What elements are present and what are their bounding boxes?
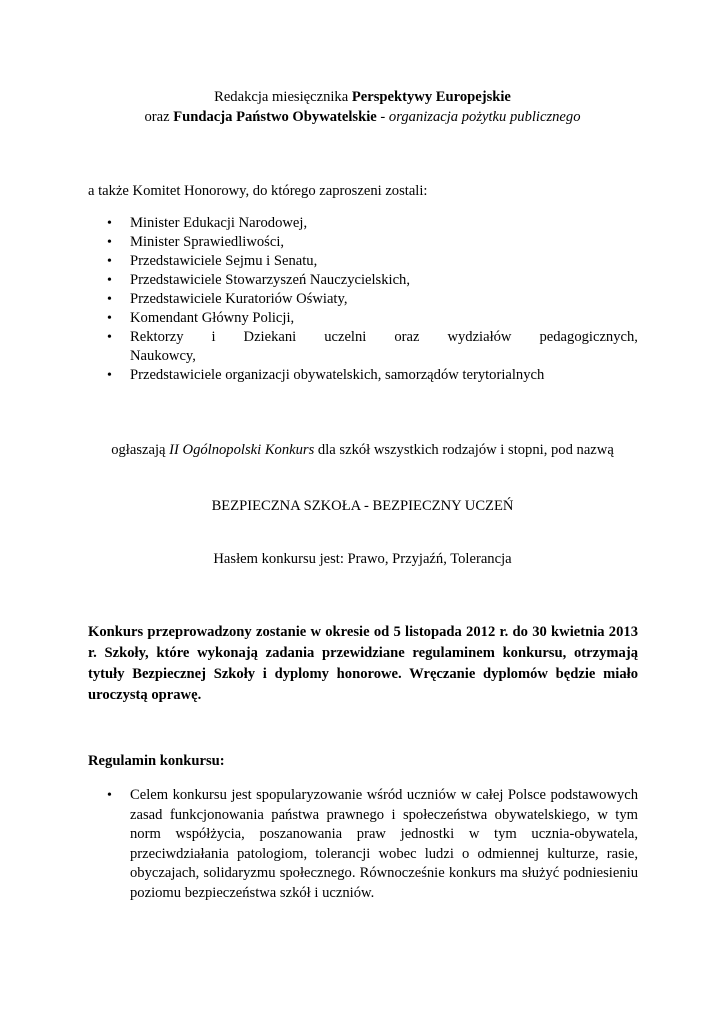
intro [88,181,638,201]
word: uczelni [324,329,367,345]
header-separator: - [376,109,389,125]
rektorzy-line [130,328,638,347]
header [60,87,665,127]
word: i [211,329,216,345]
list-item: • Minister Sprawiedliwości, [88,233,638,252]
intro-text: a także Komitet Honorowy, do którego zaproszeni zostali: [88,183,428,199]
announce-suffix: dla szkół wszystkich rodzajów i stopni, pod nazwą [314,442,614,458]
list-item: • Celem konkursu jest spopularyzowanie wśród uczniów w całej Polsce podstawowych zasad funkcjonowania państwa prawnego i społeczeństwa obywatelskiego, w tym norm współżycia, poszanowania praw jednostki w tym ucznia-obywatela, przeciwdziałania patologiom, tolerancji wobec ludzi o odmiennej kulturze, rasie, obyczajach, solidaryzmu społecznego. Równocześnie konkurs ma służyć podniesieniu poziomu bezpieczeństwa szkół i uczniów. [88,786,638,903]
contest-period-text: Konkurs przeprowadzony zostanie w okresie od 5 listopada 2012 r. do 30 kwietnia 2013 r. Szkoły, które wykonają zadania przewidziane regulaminem konkursu, otrzymają tytuły Bezpiecznej Szkoły i dyplomy honorowe. Wręczanie dyplomów będzie miało uroczystą oprawę. [88,624,638,703]
header-line-1 [60,87,665,107]
list-item: • Przedstawiciele Kuratoriów Oświaty, [88,290,638,309]
header-line-2-text: oraz [144,109,174,125]
word: wydziałów [447,329,512,345]
word: • Rektorzy [130,329,184,345]
magazine-name: Perspektywy Europejskie [351,89,511,105]
list-item: • Przedstawiciele Stowarzyszeń Nauczycielskich, [88,271,638,290]
contest-name: BEZPIECZNA SZKOŁA - BEZPIECZNY UCZEŃ [211,498,514,514]
announce-prefix: ogłaszają [111,442,170,458]
contest-title [60,496,665,516]
word: pedagogicznych, [539,329,638,345]
word: Dziekani [243,329,297,345]
committee-list [88,214,638,385]
rektorzy-continuation: Naukowcy, [130,348,196,364]
regulations-list [88,786,638,903]
list-item: • Przedstawiciele organizacji obywatelskich, samorządów terytorialnych [88,366,638,385]
header-line-2 [60,107,665,127]
list-item: • Przedstawiciele Sejmu i Senatu, [88,252,638,271]
list-item: • Komendant Główny Policji, [88,309,638,328]
list-item-rektorzy [88,328,638,366]
word: oraz [394,329,420,345]
contest-period-paragraph [88,622,638,706]
foundation-name: Fundacja Państwo Obywatelskie [173,109,377,125]
slogan-text: Hasłem konkursu jest: Prawo, Przyjaźń, Tolerancja [213,551,512,567]
contest-edition: II Ogólnopolski Konkurs [169,442,315,458]
regulations-heading-text: Regulamin konkursu: [88,753,225,769]
slogan [60,549,665,569]
header-line-1-text: Redakcja miesięcznika [214,89,352,105]
announcement-text [60,440,665,460]
announcement [60,440,665,460]
regulations-heading [88,751,638,771]
list-item: • Minister Edukacji Narodowej, [88,214,638,233]
foundation-status: organizacja pożytku publicznego [388,109,581,125]
